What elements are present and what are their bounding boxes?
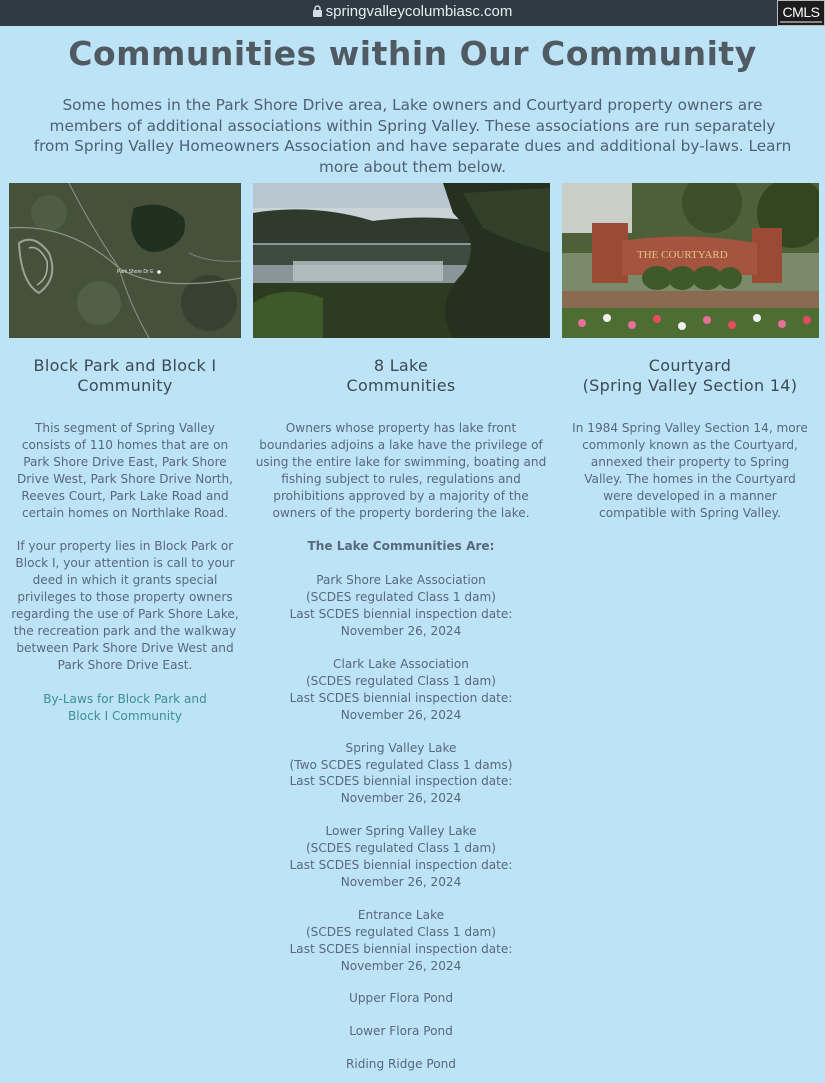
list-item: Lower Spring Valley Lake (SCDES regulated Class 1 dam) Last SCDES biennial inspection date: November 26, 2024 xyxy=(289,824,513,889)
courtyard-section xyxy=(570,356,810,521)
block-park-description: This segment of Spring Valley consists of 110 homes that are on Park Shore Drive East, Park Shore Drive West, Park Shore Drive North, Reeves Court, Park Lake Road and certain homes on Northlake Road. xyxy=(17,421,233,520)
url-text: springvalleycolumbiasc.com xyxy=(325,3,513,20)
browser-toolbar xyxy=(0,0,825,26)
lake-description: Owners whose property has lake front boundaries adjoins a lake have the privilege of using the entire lake for swimming, boating and fishing subject to rules, regulations and prohibitions approved by a majority of the owners of the property bordering the lake. xyxy=(255,421,547,520)
courtyard-description: In 1984 Spring Valley Section 14, more commonly known as the Courtyard, annexed their property to Spring Valley. The homes in the Courtyard were developed in a manner compatible with Spring Valley. xyxy=(572,421,808,520)
page-title: Communities within Our Community xyxy=(68,34,757,73)
list-item: Spring Valley Lake (Two SCDES regulated Class 1 dams) Last SCDES biennial inspection date: November 26, 2024 xyxy=(289,740,513,806)
lake-communities-section xyxy=(255,356,547,1073)
lake-image xyxy=(253,183,550,338)
pond-item: Upper Flora Pond xyxy=(348,991,453,1006)
list-item: Entrance Lake (SCDES regulated Class 1 dam) Last SCDES biennial inspection date: November 26, 2024 xyxy=(289,907,513,973)
pond-item: Riding Ridge Pond xyxy=(346,1057,456,1072)
lake-community-list xyxy=(255,572,547,1073)
lock-icon xyxy=(313,5,322,17)
cmls-logo: CMLS xyxy=(777,0,825,26)
block-park-deed-note: If your property lies in Block Park or Block I, your attention is call to your deed in which it grants special privileges to those property owners regarding the use of Park Shore Lake, the recreation park and the walkway between Park Shore Drive West and Park Shore Drive East. xyxy=(11,539,239,672)
lake-list-heading: The Lake Communities Are: xyxy=(307,539,495,554)
courtyard-sign-text: THE COURTYARD xyxy=(637,249,728,261)
block-park-heading: Block Park and Block I Community xyxy=(33,356,217,395)
block-park-section xyxy=(10,356,240,725)
block-park-bylaws-link[interactable]: By-Laws for Block Park and Block I Community xyxy=(43,691,207,723)
intro-paragraph: Some homes in the Park Shore Drive area, Lake owners and Courtyard property owners are members of additional associations within Spring Valley. These associations are run separately from Spring Valley Homeowners Association and have separate dues and additional by-laws. Learn more about them below. xyxy=(33,96,792,176)
aerial-map-image xyxy=(9,183,241,338)
address-bar[interactable] xyxy=(0,3,825,20)
map-label: Park Shore Dr E xyxy=(117,269,154,275)
courtyard-heading: Courtyard (Spring Valley Section 14) xyxy=(582,356,798,395)
courtyard-sign-image xyxy=(562,183,819,338)
list-item: Park Shore Lake Association (SCDES regulated Class 1 dam) Last SCDES biennial inspection date: November 26, 2024 xyxy=(289,573,513,639)
lake-heading: 8 Lake Communities xyxy=(346,356,456,395)
pond-item: Lower Flora Pond xyxy=(349,1024,453,1039)
list-item: Clark Lake Association (SCDES regulated Class 1 dam) Last SCDES biennial inspection date: November 26, 2024 xyxy=(289,656,513,722)
